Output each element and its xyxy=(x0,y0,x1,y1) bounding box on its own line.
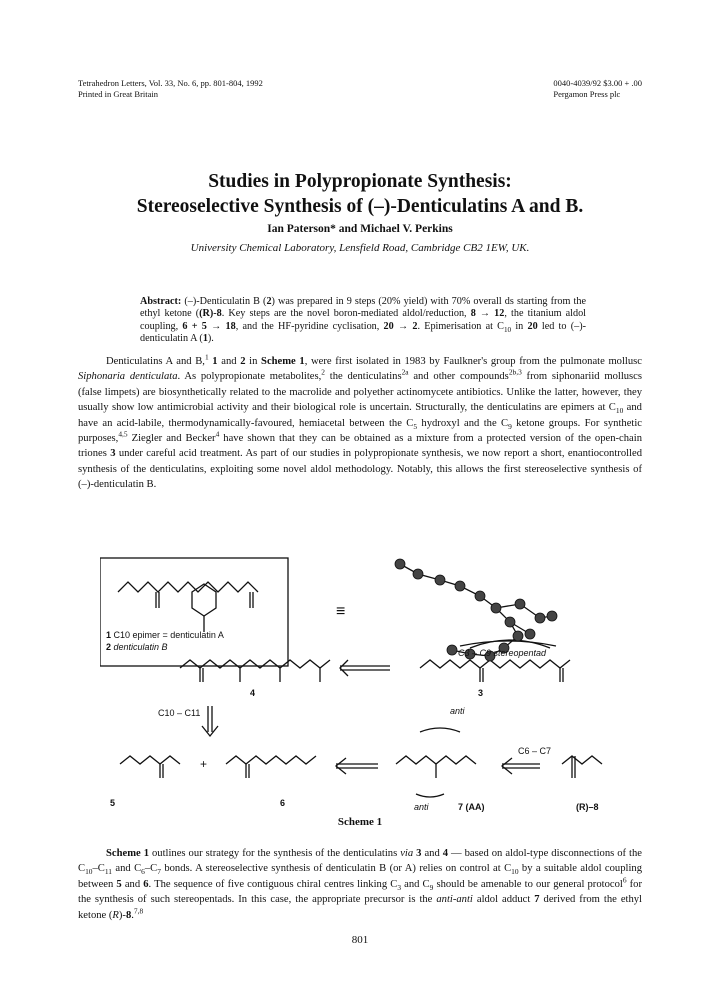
compound-ref: 4 xyxy=(442,848,449,859)
compound-ref: 20 xyxy=(527,320,538,332)
compound-5-label: 5 xyxy=(110,798,116,808)
price-info xyxy=(553,78,642,100)
compound-ref: 7 xyxy=(534,894,540,906)
scheme-caption: Scheme 1 xyxy=(337,816,383,828)
body-text: R xyxy=(112,909,119,921)
subscript: 10 xyxy=(511,867,519,877)
paper-title-line1: Studies in Polypropionate Synthesis: xyxy=(208,171,512,192)
body-paragraph-2 xyxy=(78,846,642,923)
compound-ref: 1 xyxy=(212,356,218,367)
compound-ref: 2 xyxy=(240,356,246,367)
compound-ref: 3 xyxy=(110,448,116,460)
scheme-1-figure xyxy=(100,556,640,831)
compound-ref: 1 xyxy=(202,333,208,345)
compound-ref: 8 xyxy=(125,909,132,921)
body-text: and xyxy=(421,848,443,859)
compound-ref: 6 xyxy=(143,878,149,890)
compound-7-label: 7 (AA) xyxy=(458,802,485,812)
box-label-2: 2 denticulatin B xyxy=(106,642,168,652)
citation: 2a xyxy=(401,367,409,377)
compound-4-label: 4 xyxy=(250,688,256,698)
citation: 2 xyxy=(321,367,325,377)
citation: 7,8 xyxy=(133,906,144,916)
disconnection-c10-c11: C10 – C11 xyxy=(158,708,201,718)
pentad-label: C3 – C9 stereopentad xyxy=(458,648,547,658)
body-text: outlines our strategy for the synthesis of the denticulatins xyxy=(149,848,401,859)
body-text: and C xyxy=(401,878,430,890)
body-text: –C xyxy=(144,863,158,875)
compound-ref: (R)-8 xyxy=(199,308,222,320)
box-label-1: 1 C10 epimer = denticulatin A xyxy=(106,630,224,640)
authors: Ian Paterson* and Michael V. Perkins xyxy=(267,223,453,235)
chain-3 xyxy=(420,660,570,668)
body-text: hydroxyl and the C xyxy=(417,417,509,429)
compound-ref: 2 xyxy=(266,296,272,307)
chain-4 xyxy=(180,660,330,668)
body-text: the denticulatins xyxy=(324,371,402,383)
abstract-text: . Epimerisation at C xyxy=(417,320,504,332)
citation: 4 xyxy=(215,429,220,439)
species-name: Siphonaria denticulata xyxy=(78,371,178,383)
body-text: –C xyxy=(92,863,105,875)
body-text: in xyxy=(245,356,262,367)
body-text: , were first isolated in 1983 by Faulkner's group from the pulmonate mollusc xyxy=(304,356,642,367)
step-ref: 20 → 2 xyxy=(383,320,418,332)
body-text: . As polypropionate metabolites, xyxy=(177,371,322,383)
citation: 4,5 xyxy=(118,429,128,439)
body-text: derived from the ethyl ketone ( xyxy=(78,894,642,921)
subscript: 10 xyxy=(85,867,93,877)
abstract xyxy=(140,296,586,346)
abstract-text: , the titanium aldol coupling, xyxy=(140,308,586,332)
citation: 6 xyxy=(622,875,627,885)
publisher-line: Pergamon Press plc xyxy=(553,89,621,99)
body-text: under careful acid treatment. As part of our studies in polypropionate synthesis, we now report a short, enantiocontrolled synthesis of the denticulatins, exploiting some novel aldol methodology. Notably, this allows the first stereoselective synthesis of (–)-denticulatin B. xyxy=(78,448,643,491)
step-ref: 8 → 12 xyxy=(470,308,505,320)
scheme-ref: Scheme 1 xyxy=(261,356,305,367)
disconnection-c6-c7: C6 – C7 xyxy=(518,746,552,756)
body-text: . The sequence of five contiguous chiral centres linking C xyxy=(148,878,398,890)
body-text: . xyxy=(131,909,134,921)
compound-8-label: (R)–8 xyxy=(576,802,599,812)
body-text: ketone groups. For synthetic purposes, xyxy=(78,417,642,445)
fragment-5 xyxy=(120,756,180,764)
compound-6-label: 6 xyxy=(280,798,286,808)
abstract-text: led to (–)-denticulatin A ( xyxy=(140,320,586,345)
body-text: and other compounds xyxy=(408,371,509,383)
abstract-text: , and the HF-pyridine cyclisation, xyxy=(235,320,384,332)
body-text: and xyxy=(121,878,144,890)
affiliation: University Chemical Laboratory, Lensfield Road, Cambridge CB2 1EW, UK. xyxy=(190,242,530,254)
subscript: 10 xyxy=(503,325,512,334)
fragment-6 xyxy=(226,756,316,764)
subscript: 3 xyxy=(397,882,402,892)
body-text: bonds. A stereoselective synthesis of denticulatin B (or A) relies on control at C xyxy=(160,863,512,875)
body-text: should be amenable to our general protocol xyxy=(433,878,623,890)
subscript: 11 xyxy=(104,867,112,877)
abstract-text: in xyxy=(511,320,528,332)
carbon-chain xyxy=(118,582,258,592)
body-text: for the synthesis of such stereopentads. In this case, the appropriate precursor is the xyxy=(78,878,642,906)
equivalence-sign: ≡ xyxy=(336,603,346,620)
body-text: from siphonariid molluscs (false limpets) are biosynthetically related to the macrolide and polyether actinomycete antibiotics. Unlike the latter, however, they usually show low antimicrobial activity and their biological role is uncertain. Structurally, the denticulatins are epimers at C xyxy=(78,371,643,414)
compound-ref: 3 xyxy=(416,848,422,859)
abstract-label: Abstract: xyxy=(140,296,182,307)
body-text: Denticulatins A and B, xyxy=(106,356,205,367)
anti-label-bottom: anti xyxy=(414,802,429,812)
subscript: 10 xyxy=(615,406,624,416)
fragment-7 xyxy=(396,756,476,764)
price-line: 0040-4039/92 $3.00 + .00 xyxy=(553,78,642,88)
journal-line: Tetrahedron Letters, Vol. 33, No. 6, pp. 801-804, 1992 xyxy=(78,78,263,88)
abstract-text: ). xyxy=(207,333,214,345)
plus-sign: + xyxy=(200,757,208,771)
abstract-text: ) was prepared in 9 steps (20% yield) with 70% overall ds starting from the ethyl ketone ( xyxy=(140,296,586,320)
body-text: and have an acid-labile, thermodynamically-favoured, hemiacetal between the C xyxy=(78,402,642,429)
body-text: anti-anti xyxy=(436,894,473,906)
journal-citation xyxy=(78,78,263,100)
printed-line: Printed in Great Britain xyxy=(78,89,159,99)
body-text: and C xyxy=(112,863,142,875)
body-text: — based on aldol-type disconnections of the C xyxy=(78,848,642,875)
body-text: by a suitable aldol coupling between xyxy=(78,863,642,890)
citation: 1 xyxy=(204,352,209,362)
abstract-text: . Key steps are the novel boron-mediated aldol/reduction, xyxy=(221,308,471,320)
body-text: Ziegler and Becker xyxy=(127,433,216,445)
abstract-text: (–)-Denticulatin B ( xyxy=(181,296,267,307)
body-paragraph-1 xyxy=(78,354,642,493)
body-text: )- xyxy=(118,909,126,921)
body-text: have shown that they can be obtained as a mixture from a protected version of the open-chain triones xyxy=(78,433,642,460)
body-text: and xyxy=(217,356,241,367)
body-text: aldol adduct xyxy=(472,894,535,906)
subscript: 6 xyxy=(141,867,145,877)
subscript: 9 xyxy=(429,882,434,892)
subscript: 7 xyxy=(157,867,161,877)
compound-3-label: 3 xyxy=(478,688,484,698)
subscript: 5 xyxy=(413,421,418,431)
paper-title-line2: Stereoselective Synthesis of (–)-Denticulatins A and B. xyxy=(136,196,584,217)
compound-ref: 5 xyxy=(116,878,122,890)
scheme-ref: Scheme 1 xyxy=(106,848,150,859)
step-ref: 6 + 5 → 18 xyxy=(182,320,236,332)
citation: 2b,3 xyxy=(508,367,522,377)
page-number: 801 xyxy=(351,934,369,946)
anti-label-top: anti xyxy=(450,706,465,716)
fragment-8 xyxy=(562,756,602,764)
subscript: 9 xyxy=(508,421,512,431)
body-text: via xyxy=(400,848,414,859)
